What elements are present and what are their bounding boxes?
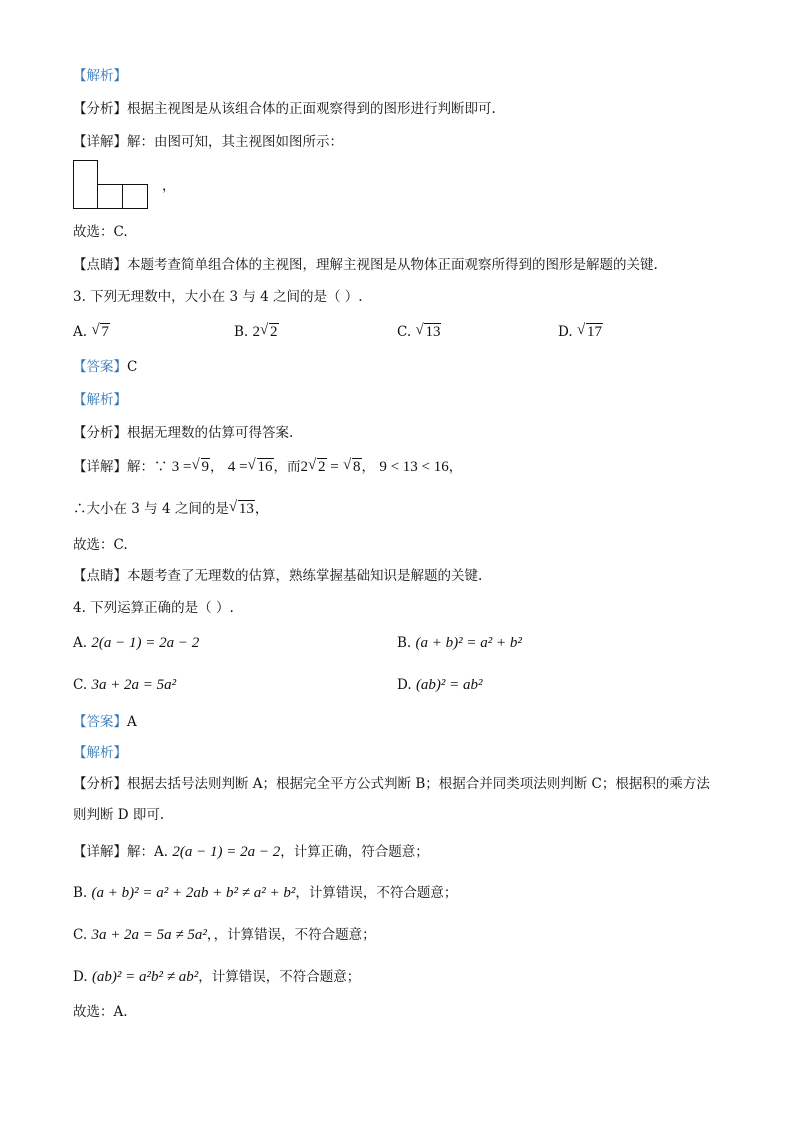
sqrt-icon: √ 9 xyxy=(191,457,210,475)
detail-line: 【详解】解：由图可知，其主视图如图所示： xyxy=(73,134,343,150)
sqrt-icon: √ 8 xyxy=(343,457,361,475)
detail-line-c: C. 3a + 2a = 5a ≠ 5a²，，计算错误，不符合题意； xyxy=(73,927,376,943)
conclusion-line: ∴大小在 3 与 4 之间的是 √ 13， xyxy=(73,499,269,517)
analysis-line-1: 【分析】根据去括号法则判断 A；根据完全平方公式判断 B；根据合并同类项法则判断 C；根据积的乘方法 xyxy=(73,776,710,792)
choice-line: 故选：A. xyxy=(73,1004,128,1020)
analysis-line: 【分析】根据无理数的估算可得答案. xyxy=(73,425,294,441)
q3-option-a: A. √ 7 xyxy=(73,322,109,340)
comment-line: 【点睛】本题考查简单组合体的主视图，理解主视图是从物体正面观察所得到的图形是解题的关键. xyxy=(73,257,658,273)
q4-option-a: A. 2(a − 1) = 2a − 2 xyxy=(73,635,200,651)
detail-line-b: B. (a + b)² = a² + 2ab + b² ≠ a² + b²，计算错误，不符合题意； xyxy=(73,885,458,901)
comment-line: 【点睛】本题考查了无理数的估算，熟练掌握基础知识是解题的关键. xyxy=(73,568,483,584)
q3-option-c: C. √ 13 xyxy=(397,322,441,340)
figure-comma: ， xyxy=(162,178,176,194)
q4-option-d: D. (ab)² = ab² xyxy=(397,677,483,693)
answer-line: 【答案】A xyxy=(73,714,137,730)
sqrt-icon: √ 7 xyxy=(91,322,109,340)
detail-line: 【详解】解：∵ 3 = √ 9， 4 = √ 16，而2 √ 2 = √ 8， 9 < 13 < 16， xyxy=(73,457,463,475)
detail-line-d: D. (ab)² = a²b² ≠ ab²，计算错误，不符合题意； xyxy=(73,969,361,985)
sqrt-icon: √ 2 xyxy=(260,322,278,340)
sqrt-icon: √ 16 xyxy=(247,457,273,475)
sqrt-icon: √ 13 xyxy=(228,499,254,517)
front-view-figure xyxy=(73,160,163,210)
section-jiexi: 【解析】 xyxy=(73,392,127,408)
sqrt-icon: √ 17 xyxy=(576,322,602,340)
question-3-stem: 3. 下列无理数中，大小在 3 与 4 之间的是（ ）. xyxy=(73,289,363,305)
q3-option-b: B. 2 √ 2 xyxy=(234,322,278,340)
sqrt-icon: √ 2 xyxy=(308,457,326,475)
analysis-line-2: 则判断 D 即可. xyxy=(73,807,165,823)
section-jiexi: 【解析】 xyxy=(73,68,127,84)
analysis-line: 【分析】根据主视图是从该组合体的正面观察得到的图形进行判断即可. xyxy=(73,101,496,117)
choice-line: 故选：C. xyxy=(73,224,128,240)
sqrt-icon: √ 13 xyxy=(415,322,441,340)
q4-option-b: B. (a + b)² = a² + b² xyxy=(397,635,522,651)
choice-line: 故选：C. xyxy=(73,537,128,553)
answer-line: 【答案】C xyxy=(73,359,138,375)
q3-option-d: D. √ 17 xyxy=(558,322,602,340)
question-4-stem: 4. 下列运算正确的是（ ）. xyxy=(73,600,234,616)
detail-line-a: 【详解】解：A. 2(a − 1) = 2a − 2，计算正确，符合题意； xyxy=(73,844,429,860)
section-jiexi: 【解析】 xyxy=(73,745,127,761)
q4-option-c: C. 3a + 2a = 5a² xyxy=(73,677,177,693)
